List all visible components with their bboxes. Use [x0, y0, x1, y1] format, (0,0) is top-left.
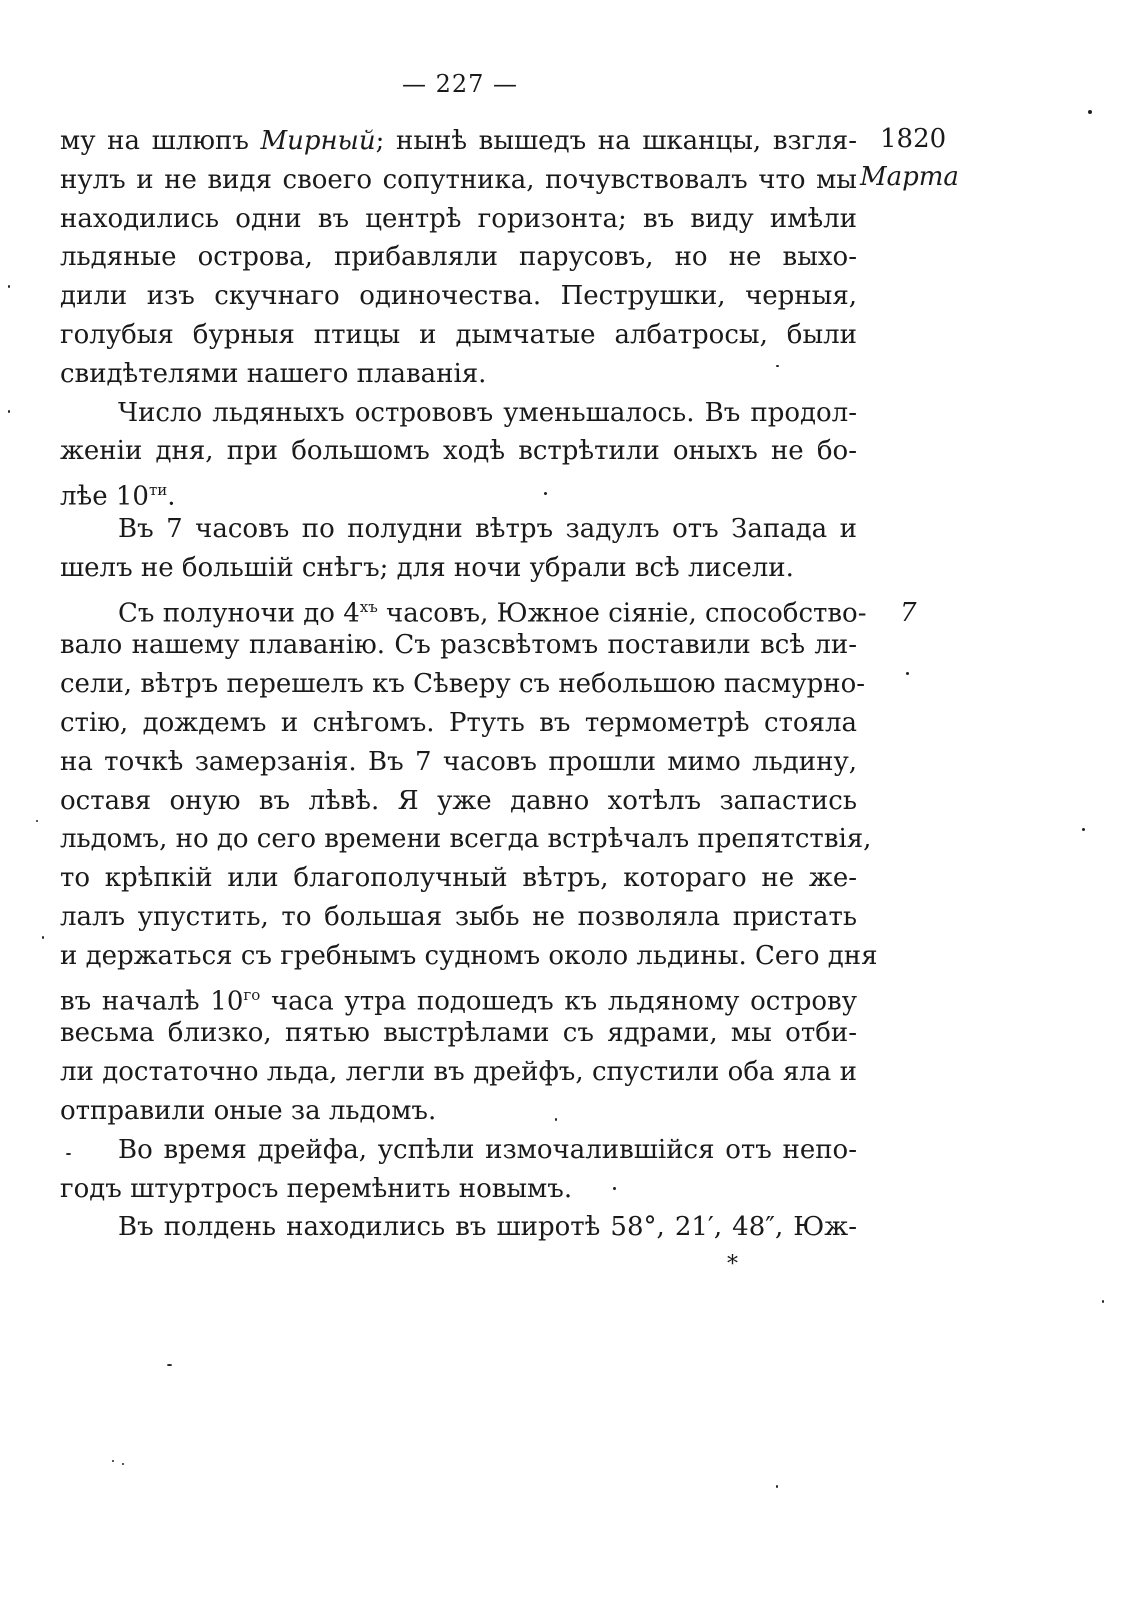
- text-line: [60, 238, 857, 277]
- scan-speck: [1082, 828, 1085, 831]
- text-line: [60, 1131, 857, 1170]
- text-line-segment: на точкѣ замерзанія. Въ 7 часовъ прошли мимо льдину,: [60, 746, 857, 777]
- text-line-segment: Число льдяныхъ острововъ уменьшалось. Въ продол-: [118, 397, 857, 428]
- text-line: [60, 1170, 857, 1209]
- margin-month: Марта: [860, 162, 959, 192]
- scan-speck: [544, 492, 547, 495]
- scan-speck: [112, 1460, 114, 1462]
- text-line: [60, 355, 857, 394]
- margin-day: 7: [900, 598, 917, 628]
- text-line-segment: лѣе 10: [60, 481, 149, 512]
- scan-speck: [122, 1463, 124, 1465]
- text-line-segment: шелъ не большій снѣгъ; для ночи убрали всѣ лисели.: [60, 552, 794, 583]
- text-line: [60, 1014, 857, 1053]
- text-line-segment: то крѣпкій или благополучный вѣтръ, котораго не же-: [60, 863, 857, 894]
- text-line-segment: му на шлюпъ: [60, 126, 261, 156]
- text-line-segment: отправили оные за льдомъ.: [60, 1095, 437, 1126]
- text-line: [60, 704, 857, 743]
- footnote-mark: *: [727, 1252, 738, 1277]
- scan-speck: [555, 1118, 557, 1121]
- text-line-segment: оставя оную въ лѣвѣ. Я уже давно хотѣлъ запастись: [60, 785, 857, 816]
- text-line-segment: Съ полуночи до 4: [118, 598, 360, 629]
- text-line-segment: и держаться съ гребнымъ судномъ около льдины. Сего дня: [60, 940, 878, 971]
- text-line: [60, 316, 857, 355]
- text-line-segment: стію, дождемъ и снѣгомъ. Ртуть въ термометрѣ стояла: [60, 707, 857, 738]
- text-line: [60, 782, 857, 821]
- text-line: [60, 1208, 857, 1247]
- text-line-segment: нулъ и не видя своего сопутника, почувствовалъ что мы: [60, 164, 857, 195]
- text-line-segment: Въ полдень находились въ широтѣ 58°, 21′, 48″, Юж-: [118, 1212, 857, 1243]
- text-line: [60, 626, 857, 665]
- scan-speck: [776, 1485, 778, 1488]
- text-line-segment: женіи дня, при большомъ ходѣ встрѣтили оныхъ не бо-: [60, 436, 857, 467]
- text-line: [60, 898, 857, 937]
- text-line: [60, 471, 857, 510]
- scan-speck: [36, 820, 38, 822]
- scan-speck: [66, 1153, 71, 1155]
- text-line-segment: льдомъ, но до сего времени всегда встрѣчалъ препятствія,: [60, 824, 872, 855]
- text-line-segment: лалъ упустить, то большая зыбь не позволяла пристать: [60, 901, 857, 932]
- text-line-segment: ли достаточно льда, легли въ дрейфъ, спустили оба яла и: [60, 1057, 857, 1088]
- text-line-segment: .: [167, 481, 176, 512]
- text-line: [60, 122, 857, 161]
- text-line-segment: свидѣтелями нашего плаванія.: [60, 358, 487, 389]
- text-line: [60, 976, 857, 1015]
- scan-speck: [776, 365, 779, 367]
- body-text: [60, 122, 878, 1247]
- text-line: [60, 937, 878, 976]
- text-line-segment: годъ штуртросъ перемѣнить новымъ.: [60, 1173, 573, 1204]
- vessel-name: Мирный: [260, 126, 376, 156]
- text-line-segment: часовъ, Южное сіяніе, способство-: [377, 598, 867, 629]
- text-line: [60, 394, 857, 433]
- scan-speck: [613, 1187, 616, 1190]
- text-line: [60, 277, 857, 316]
- text-line-segment: ; нынѣ вышедъ на шканцы, взгля-: [375, 126, 857, 156]
- text-line: [60, 1092, 857, 1131]
- page-number: — 227 —: [401, 70, 519, 98]
- text-line: [60, 510, 857, 549]
- text-line: [60, 200, 857, 239]
- text-line-segment: въ началѣ 10: [60, 986, 244, 1017]
- text-line-segment: сели, вѣтръ перешелъ къ Сѣверу съ небольшою пасмурно-: [60, 669, 866, 700]
- superscript: ти: [148, 481, 168, 500]
- text-line: [60, 161, 857, 200]
- text-line: [60, 1053, 857, 1092]
- scan-speck: [42, 936, 44, 939]
- text-line-segment: дили изъ скучнаго одиночества. Пеструшки, черныя,: [60, 281, 857, 312]
- margin-year: 1820: [880, 124, 947, 154]
- text-line-segment: льдяные острова, прибавляли парусовъ, но не выхо-: [60, 242, 857, 273]
- text-line: [60, 743, 857, 782]
- scan-speck: [906, 672, 909, 675]
- text-line-segment: часа утра подошедъ къ льдяному острову: [260, 986, 857, 1017]
- text-line: [60, 665, 866, 704]
- text-line-segment: Во время дрейфа, успѣли измочалившійся отъ непо-: [118, 1134, 857, 1165]
- scan-speck: [1088, 110, 1092, 114]
- text-line-segment: находились одни въ центрѣ горизонта; въ виду имѣли: [60, 203, 857, 234]
- text-line-segment: голубыя бурныя птицы и дымчатые албатросы, были: [60, 319, 857, 350]
- superscript: хъ: [359, 597, 378, 616]
- text-line: [60, 588, 867, 629]
- superscript: го: [243, 985, 261, 1004]
- text-line-segment: Въ 7 часовъ по полудни вѣтръ задулъ отъ Запада и: [118, 513, 857, 544]
- scan-speck: [8, 285, 10, 288]
- text-line: [60, 549, 857, 588]
- scan-speck: [1102, 1300, 1104, 1303]
- text-line: [60, 432, 857, 471]
- text-line: [60, 820, 872, 859]
- text-line-segment: вало нашему плаванію. Съ разсвѣтомъ поставили всѣ ли-: [60, 630, 857, 661]
- text-line-segment: весьма близко, пятью выстрѣлами съ ядрами, мы отби-: [60, 1018, 857, 1049]
- text-line: [60, 859, 857, 898]
- scan-speck: [8, 410, 10, 413]
- scan-speck: [167, 1364, 172, 1366]
